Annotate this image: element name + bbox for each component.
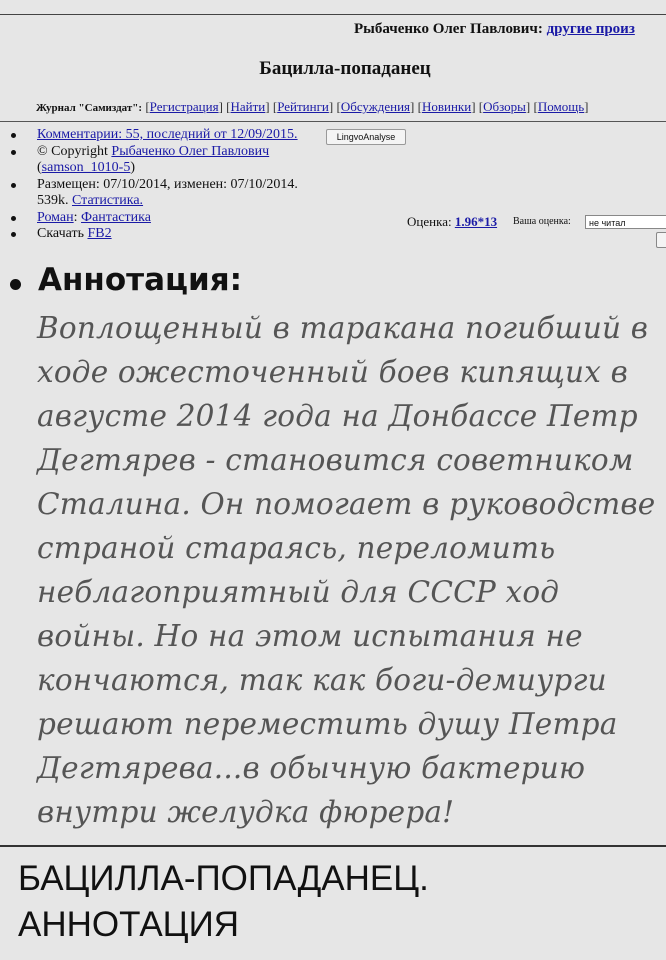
rating-value-link[interactable]: 1.96*13 — [454, 214, 498, 229]
list-item-placed — [37, 177, 327, 210]
annotation-bullet — [10, 279, 21, 290]
lingvo-analyse-button[interactable]: LingvoAnalyse — [326, 129, 406, 145]
nav-link-search[interactable]: Найти — [230, 99, 266, 114]
nav-link-help[interactable]: Помощь — [537, 99, 585, 114]
genre-label-link[interactable]: Роман — [37, 209, 74, 225]
nav-link-new[interactable]: Новинки — [421, 99, 472, 114]
list-item-copyright: © Copyright Рыбаченко Олег Павлович (samson_1010-5) — [37, 144, 327, 177]
list-item-comments — [37, 127, 327, 144]
author-name: Рыбаченко Олег Павлович: — [354, 21, 543, 37]
work-info-list — [0, 127, 327, 243]
rating-label: Оценка: — [407, 214, 452, 229]
genre-value-link[interactable]: Фантастика — [81, 209, 151, 225]
list-item-genre: Роман: Фантастика — [37, 210, 327, 227]
comments-link[interactable]: Комментарии: 55, последний от 12/09/2015. — [37, 127, 298, 142]
caption-divider — [0, 845, 666, 847]
rating-block — [407, 214, 497, 230]
your-rating-label: Ваша оценка: — [513, 216, 571, 227]
site-navigation: Журнал "Самиздат": [Регистрация] [Найти] [Рейтинги] [Обсуждения] [Новинки] [Обзоры] [Помощь] — [36, 99, 589, 114]
download-fb2-link[interactable]: FB2 — [87, 226, 112, 241]
other-works-link[interactable]: другие произ — [546, 21, 635, 37]
download-label: Скачать — [37, 226, 84, 241]
caption-title — [18, 856, 429, 948]
author-header — [354, 21, 635, 38]
statistics-link[interactable]: Статистика. — [72, 193, 144, 208]
copyright-author-link[interactable]: Рыбаченко Олег Павлович — [111, 143, 270, 159]
nav-link-reviews[interactable]: Обзоры — [483, 99, 526, 114]
nav-link-discussions[interactable]: Обсуждения — [340, 99, 411, 114]
caption-line-2: АННОТАЦИЯ — [18, 905, 240, 944]
placed-text: Размещен: 07/10/2014, изменен: 07/10/2014. 539k. — [37, 176, 298, 208]
your-rating-select[interactable]: не читал — [585, 215, 666, 229]
annotation-text: Воплощенный в таракана погибший в ходе ожесточенный боев кипящих в августе 2014 года на Донбассе Петр Дегтярев - становится советником Сталина. Он помогает в руководстве страной стараясь, переломить неблагоприятный для СССР ход войны. Но на этом испытания не кончаются, так как боги-демиурги решают переместить душу Петра Дегтярева...в обычную бактерию внутри желудка фюрера! — [37, 311, 656, 829]
nav-divider — [0, 121, 666, 122]
submit-rating-button[interactable] — [656, 232, 666, 248]
page-title: Бацилла-попаданец — [259, 58, 431, 79]
top-divider — [0, 14, 666, 15]
nav-link-register[interactable]: Регистрация — [149, 99, 219, 114]
copyright-prefix: © Copyright — [37, 143, 112, 159]
journal-label: Журнал "Самиздат": — [36, 102, 143, 114]
list-item-download — [37, 226, 327, 243]
caption-line-1: БАЦИЛЛА-ПОПАДАНЕЦ. — [18, 859, 429, 898]
author-login-link[interactable]: samson_1010-5 — [41, 160, 131, 175]
annotation-heading: Аннотация: — [38, 262, 243, 298]
nav-link-ratings[interactable]: Рейтинги — [277, 99, 329, 114]
